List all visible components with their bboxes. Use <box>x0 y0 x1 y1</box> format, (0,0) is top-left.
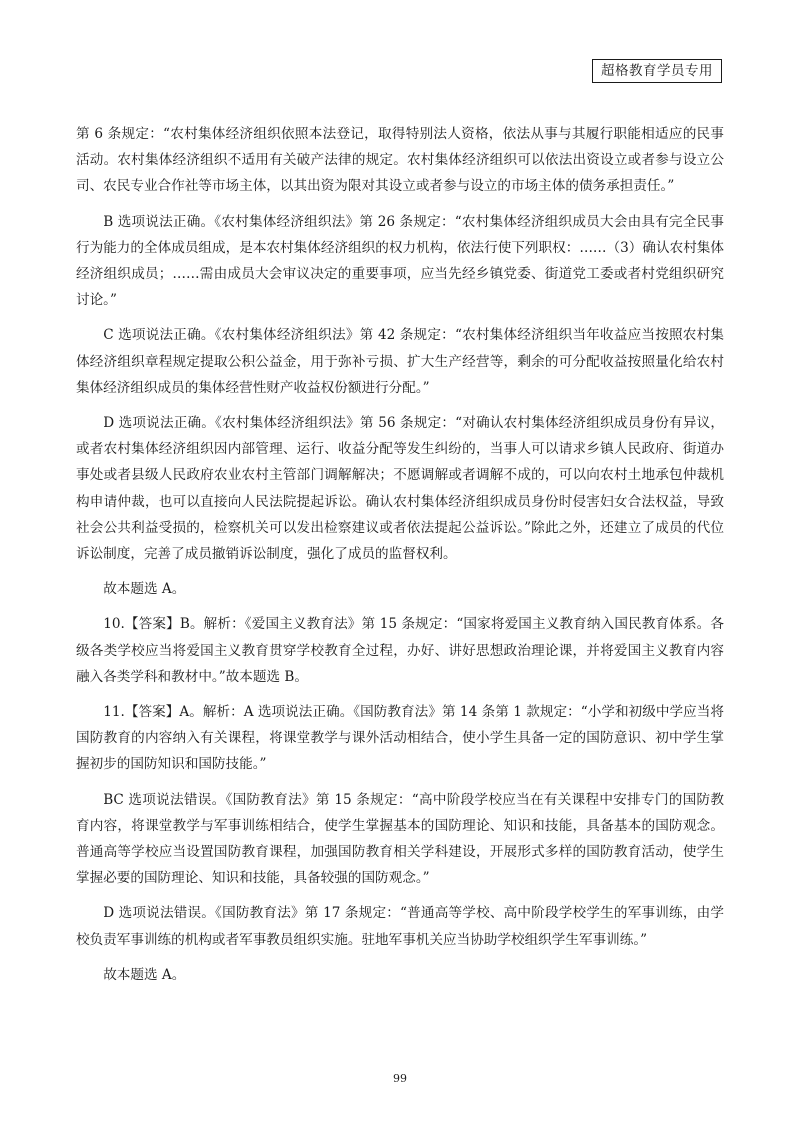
header-tag: 超格教育学员专用 <box>592 59 722 83</box>
paragraph: BC 选项说法错误。《国防教育法》第 15 条规定：“高中阶段学校应当在有关课程中安排专门的国防教育内容，将课堂教学与军事训练相结合，使学生掌握基本的国防理论、知识和技能，具备基本的国防观念。普通高等学校应当设置国防教育课程，加强国防教育相关学科建设，开展形式多样的国防教育活动，使学生掌握必要的国防理论、知识和技能，具备较强的国防观念。” <box>76 791 724 887</box>
paragraph: B 选项说法正确。《农村集体经济组织法》第 26 条规定：“农村集体经济组织成员大会由具有完全民事行为能力的全体成员组成，是本农村集体经济组织的权力机构，依法行使下列职权：……（3）确认农村集体经济组织成员；……需由成员大会审议决定的重要事项，应当先经乡镇党委、街道党工委或者村党组织研究讨论。” <box>76 213 724 309</box>
paragraph: 11.【答案】A。解析：A 选项说法正确。《国防教育法》第 14 条第 1 款规定：“小学和初级中学应当将国防教育的内容纳入有关课程，将课堂教学与课外活动相结合，使小学生具备一定的国防意识、初中学生掌握初步的国防知识和国防技能。” <box>76 704 724 773</box>
paragraph: 第 6 条规定：“农村集体经济组织依照本法登记，取得特别法人资格，依法从事与其履行职能相适应的民事活动。农村集体经济组织不适用有关破产法律的规定。农村集体经济组织可以依法出资设立或者参与设立公司、农民专业合作社等市场主体，以其出资为限对其设立或者参与设立的市场主体的债务承担责任。” <box>76 126 724 195</box>
document-body <box>76 121 724 997</box>
paragraph: 故本题选 A。 <box>103 581 186 598</box>
page-number: 99 <box>393 1072 407 1085</box>
paragraph: 10.【答案】B。解析：《爱国主义教育法》第 15 条规定：“国家将爱国主义教育纳入国民教育体系。各级各类学校应当将爱国主义教育贯穿学校教育全过程，办好、讲好思想政治理论课，并将爱国主义教育内容融入各类学科和教材中。”故本题选 B。 <box>76 616 724 685</box>
paragraph: D 选项说法正确。《农村集体经济组织法》第 56 条规定：“对确认农村集体经济组织成员身份有异议，或者农村集体经济组织因内部管理、运行、收益分配等发生纠纷的，当事人可以请求乡镇人民政府、街道办事处或者县级人民政府农业农村主管部门调解解决；不愿调解或者调解不成的，可以向农村土地承包仲裁机构申请仲裁，也可以直接向人民法院提起诉讼。确认农村集体经济组织成员身份时侵害妇女合法权益，导致社会公共利益受损的，检察机关可以发出检察建议或者依法提起公益诉讼。”除此之外，还建立了成员的代位诉讼制度，完善了成员撤销诉讼制度，强化了成员的监督权利。 <box>76 415 724 563</box>
paragraph: D 选项说法错误。《国防教育法》第 17 条规定：“普通高等学校、高中阶段学校学生的军事训练，由学校负责军事训练的机构或者军事教员组织实施。驻地军事机关应当协助学校组织学生军事训练。” <box>76 905 724 948</box>
paragraph: C 选项说法正确。《农村集体经济组织法》第 42 条规定：“农村集体经济组织当年收益应当按照农村集体经济组织章程规定提取公积公益金，用于弥补亏损、扩大生产经营等，剩余的可分配收益按照量化给农村集体经济组织成员的集体经营性财产收益权份额进行分配。” <box>76 327 724 396</box>
paragraph: 故本题选 A。 <box>103 966 186 983</box>
